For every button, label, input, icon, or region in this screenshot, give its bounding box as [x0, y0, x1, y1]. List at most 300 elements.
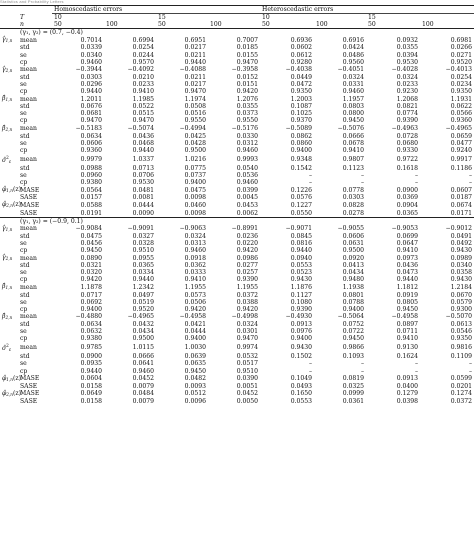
value-cell: 0.0553 [290, 397, 313, 405]
value-cell: 0.0158 [80, 397, 102, 405]
statistic-label: se [20, 328, 27, 336]
value-cell: 1.1878 [80, 283, 102, 291]
value-cell: 0.0473 [396, 269, 419, 277]
value-cell: 0.0599 [450, 375, 473, 383]
parameter-symbol [0, 389, 21, 398]
value-cell: – [414, 172, 419, 180]
value-cell: 0.0152 [236, 73, 259, 81]
value-cell: 0.0508 [184, 103, 206, 111]
value-cell: 0.0271 [450, 51, 473, 59]
value-cell: 0.0678 [342, 139, 365, 147]
parameter-symbol [0, 147, 18, 154]
value-cell: 0.0340 [80, 51, 102, 59]
value-cell: 0.0477 [450, 139, 473, 147]
value-cell: −0.5089 [285, 125, 313, 132]
value-cell: 0.0185 [236, 44, 259, 52]
value-cell: 0.0399 [236, 186, 259, 194]
parameter-symbol [0, 133, 18, 140]
value-cell: 0.0536 [236, 172, 259, 180]
value-cell: 0.0330 [236, 132, 259, 140]
value-cell: 0.0062 [236, 209, 259, 217]
value-cell: 0.0296 [80, 80, 102, 88]
value-cell: 0.0680 [396, 139, 419, 147]
value-cell: 0.0468 [132, 139, 154, 147]
value-cell: 0.0913 [396, 375, 419, 383]
n-value: 50 [54, 21, 62, 29]
estimator-subscript: 1,n [5, 285, 13, 291]
parameter-symbol [0, 233, 18, 240]
parameter-symbol [0, 374, 21, 383]
statistic-label: mean [20, 344, 37, 352]
value-cell: 0.0919 [396, 291, 419, 299]
table-row [0, 95, 474, 103]
value-cell: −0.4963 [391, 125, 419, 132]
value-cell: 0.0333 [184, 269, 206, 277]
value-cell: 0.0424 [342, 44, 365, 52]
value-cell: 1.0337 [132, 155, 154, 163]
table-row [0, 66, 474, 74]
value-cell: 1.1955 [184, 283, 206, 291]
value-cell: 0.0845 [290, 232, 313, 240]
value-cell: −0.5074 [127, 125, 154, 132]
value-cell: 0.0369 [396, 194, 419, 202]
value-cell: 0.9460 [236, 146, 259, 154]
value-cell: 0.0365 [132, 262, 154, 270]
value-cell: 0.9360 [450, 117, 473, 125]
value-cell: 0.0986 [236, 254, 259, 262]
parameter-symbol [0, 306, 18, 313]
value-cell: 0.0803 [342, 103, 365, 111]
value-cell: 1.1812 [396, 283, 419, 291]
n-value: 100 [422, 21, 434, 29]
statistic-label: cp [20, 117, 28, 125]
table-row [0, 233, 474, 240]
parameter-symbol [0, 74, 18, 81]
value-cell: −0.4088 [179, 66, 206, 74]
statistic-label: mean [20, 125, 37, 132]
value-cell: 0.0512 [184, 390, 206, 398]
value-cell: 0.0436 [396, 262, 419, 270]
value-cell: 0.0475 [80, 232, 102, 240]
value-cell: 0.0960 [80, 172, 102, 180]
parameter-symbol [0, 186, 21, 194]
value-cell: 0.9560 [342, 58, 365, 66]
value-cell: 0.0988 [80, 164, 102, 172]
value-cell: 0.0398 [396, 397, 419, 405]
blank-cell [0, 14, 18, 22]
estimator-subscript: 1,n [6, 188, 13, 194]
value-cell: 0.0752 [342, 320, 365, 328]
parameter-symbol [0, 172, 18, 179]
value-cell: 0.0321 [80, 262, 102, 270]
value-cell: 0.1025 [290, 110, 313, 118]
value-cell: 0.0564 [80, 186, 102, 194]
value-cell: 0.0201 [450, 382, 473, 390]
value-cell: 0.9350 [450, 335, 473, 343]
n-value: 50 [368, 21, 376, 29]
value-cell: 0.0151 [236, 80, 259, 88]
value-cell: 0.0819 [342, 375, 365, 383]
blank-cell [18, 6, 52, 14]
value-cell: 0.0631 [342, 239, 365, 247]
value-cell: −0.9055 [337, 225, 365, 233]
estimator-symbol: φ̂ [2, 186, 7, 194]
value-cell: 0.9380 [80, 179, 102, 187]
table-row [0, 52, 474, 59]
estimator-subscript: 2,n [5, 67, 13, 73]
estimator-symbol: β̂ [2, 312, 6, 320]
table-row [0, 194, 474, 201]
value-cell: 0.0506 [184, 298, 206, 306]
statistic-label: mean [20, 313, 37, 321]
statistic-label: std [20, 73, 30, 81]
parameter-symbol [0, 210, 18, 218]
value-cell: 0.0900 [80, 353, 102, 361]
value-cell: 0.6951 [184, 36, 206, 44]
estimator-symbol: σ̂ [2, 345, 7, 353]
value-cell: 0.0428 [184, 139, 206, 147]
value-cell: 0.0522 [132, 103, 154, 111]
value-cell: 0.9470 [184, 88, 206, 96]
value-cell: 0.0860 [290, 139, 313, 147]
value-cell: 0.0670 [450, 291, 473, 299]
estimator-subscript: 2,n [5, 314, 13, 320]
value-cell: 0.0187 [450, 194, 473, 202]
value-cell: 0.0098 [184, 194, 206, 202]
statistic-label: MASE [20, 201, 40, 209]
parameter-symbol [0, 328, 18, 335]
estimator-symbol: β̂ [2, 283, 6, 291]
table-row [0, 81, 474, 88]
value-cell: 0.0516 [184, 110, 206, 118]
value-cell: 0.0460 [184, 201, 206, 209]
value-cell: 0.9450 [396, 305, 419, 313]
estimator-subscript: 1,n [5, 38, 13, 44]
value-cell: 0.1049 [290, 375, 313, 383]
statistic-label: cp [20, 305, 28, 313]
value-cell: 0.0606 [342, 232, 365, 240]
value-cell: 0.9530 [132, 179, 154, 187]
value-cell: 0.6981 [450, 36, 473, 44]
value-cell: 0.0647 [396, 239, 419, 247]
value-cell: 0.0449 [290, 73, 313, 81]
parameter-symbol [0, 140, 18, 147]
statistic-label: std [20, 291, 30, 299]
table-row [0, 201, 474, 209]
table-row [0, 375, 474, 383]
value-cell: 0.9785 [80, 344, 102, 352]
value-cell: 0.0079 [132, 397, 154, 405]
estimator-symbol: σ̂ [2, 156, 7, 164]
value-cell: 0.0472 [290, 80, 313, 88]
value-cell: 0.0800 [342, 110, 365, 118]
value-cell: 0.0339 [80, 44, 102, 52]
value-cell: −0.9071 [285, 225, 313, 233]
value-cell: 0.0517 [236, 360, 259, 368]
value-cell: 0.1087 [290, 103, 313, 111]
value-cell: 0.0904 [396, 201, 419, 209]
value-cell: 0.0484 [132, 390, 154, 398]
value-cell: 0.9440 [80, 367, 102, 375]
value-cell: 0.1093 [342, 353, 365, 361]
estimator-subscript: 1,n [5, 97, 13, 103]
table-row [0, 283, 474, 291]
value-cell: −0.4958 [391, 313, 419, 321]
value-cell: 0.0388 [236, 298, 259, 306]
parameter-symbol [0, 81, 18, 88]
value-cell: 0.0220 [236, 239, 259, 247]
value-cell: 0.0728 [396, 132, 419, 140]
table-row [0, 383, 474, 390]
value-cell: 0.0372 [450, 397, 473, 405]
estimator-subscript: 2,n [6, 391, 13, 397]
statistic-label: std [20, 320, 30, 328]
value-cell: 0.9360 [80, 146, 102, 154]
value-cell: 0.0699 [396, 232, 419, 240]
value-cell: – [360, 360, 365, 368]
value-cell: 0.0973 [396, 254, 419, 262]
value-cell: 0.0361 [342, 397, 365, 405]
value-cell: −0.4038 [285, 66, 313, 74]
value-cell: −0.3958 [231, 66, 259, 74]
value-cell: 0.9300 [450, 305, 473, 313]
table-row [0, 14, 474, 22]
value-cell: 0.0935 [80, 360, 102, 368]
value-cell: 0.0373 [236, 110, 259, 118]
value-cell: 1.0216 [184, 155, 206, 163]
parameter-symbol [0, 117, 18, 124]
statistic-label: mean [20, 36, 37, 44]
value-cell: 0.0573 [184, 291, 206, 299]
table-row [0, 299, 474, 306]
value-cell: 0.0632 [80, 328, 102, 336]
value-cell: 0.0340 [450, 262, 473, 270]
value-cell: 0.0920 [342, 254, 365, 262]
statistic-label: cp [20, 335, 28, 343]
value-cell: – [360, 367, 365, 375]
value-cell: 0.0328 [132, 239, 154, 247]
value-cell: 0.9400 [184, 335, 206, 343]
value-cell: −0.4994 [179, 125, 206, 132]
value-cell: 0.0821 [396, 103, 419, 111]
value-cell: 0.0641 [132, 360, 154, 368]
statistic-label: cp [20, 58, 28, 66]
parameter-symbol [0, 269, 18, 276]
table-row [0, 179, 474, 186]
n-label: n [20, 21, 24, 29]
estimator-subscript: 2,n [6, 203, 13, 209]
value-cell: 0.0634 [80, 320, 102, 328]
table-row [0, 103, 474, 110]
value-cell: 0.9450 [80, 247, 102, 254]
value-cell: −0.5183 [75, 125, 102, 132]
statistic-label: se [20, 269, 27, 277]
value-cell: 0.0234 [450, 80, 473, 88]
value-cell: 0.7007 [236, 36, 259, 44]
table-row [0, 172, 474, 179]
value-cell: 0.0045 [236, 194, 259, 202]
value-cell: 0.9510 [132, 247, 154, 254]
value-cell: 0.9440 [290, 247, 313, 254]
parameter-symbol [0, 254, 18, 262]
value-cell: 1.1957 [342, 95, 365, 103]
value-cell: 0.0081 [132, 194, 154, 202]
value-cell: 0.0278 [342, 209, 365, 217]
value-cell: 0.6936 [290, 36, 313, 44]
value-cell: 0.9510 [236, 367, 259, 375]
table-row [0, 59, 474, 66]
value-cell: 0.0244 [132, 51, 154, 59]
value-cell: 0.0862 [290, 132, 313, 140]
T-value: 10 [54, 14, 62, 22]
statistic-label: SASE [20, 382, 38, 390]
value-cell: 0.0254 [132, 44, 154, 52]
T-value: 15 [368, 14, 376, 22]
parameter-symbol [0, 103, 18, 110]
value-cell: 0.9460 [236, 179, 259, 187]
value-cell: 1.0115 [132, 344, 154, 352]
table-row [0, 29, 474, 37]
value-cell: 0.0613 [450, 320, 473, 328]
value-cell: 0.9420 [184, 305, 206, 313]
value-cell: 0.0519 [132, 298, 154, 306]
value-cell: 0.0236 [236, 232, 259, 240]
value-cell: 0.9450 [342, 335, 365, 343]
value-cell: 0.9430 [290, 344, 313, 352]
value-cell: 0.9520 [450, 58, 473, 66]
value-cell: 0.1123 [342, 164, 365, 172]
table-row [0, 147, 474, 154]
value-cell: 0.0497 [132, 291, 154, 299]
estimator-symbol: γ̂ [2, 224, 6, 232]
value-cell: 0.0093 [184, 382, 206, 390]
value-cell: 0.0355 [396, 44, 419, 52]
value-cell: 0.9400 [342, 305, 365, 313]
value-cell: 0.0313 [184, 239, 206, 247]
parameter-symbol [0, 342, 18, 353]
parameter-symbol [0, 179, 18, 186]
value-cell: 0.9470 [236, 58, 259, 66]
value-cell: 0.0400 [396, 382, 419, 390]
statistic-label: mean [20, 95, 37, 103]
value-cell: 0.9400 [290, 146, 313, 154]
parameter-symbol [0, 52, 18, 59]
parameter-symbol [0, 154, 18, 165]
value-cell: 0.7014 [80, 36, 102, 44]
value-cell: 0.1227 [290, 201, 313, 209]
value-cell: 0.9420 [80, 276, 102, 284]
value-cell: 0.9470 [236, 335, 259, 343]
value-cell: – [468, 360, 473, 368]
value-cell: 0.0649 [80, 390, 102, 398]
value-cell: 0.9722 [396, 155, 419, 163]
estimator-argument: (z) [12, 389, 21, 397]
heteroscedastic-header: Heteroscedastic errors [260, 6, 474, 14]
value-cell: 0.0421 [184, 320, 206, 328]
value-cell: 0.0737 [184, 172, 206, 180]
value-cell: −0.9012 [445, 225, 473, 233]
value-cell: 1.2011 [80, 95, 102, 103]
value-cell: 0.9390 [290, 305, 313, 313]
value-cell: 0.0550 [290, 209, 313, 217]
value-cell: 0.0576 [290, 194, 313, 202]
table-row [0, 110, 474, 117]
table-row [0, 154, 474, 165]
value-cell: 0.1502 [290, 353, 313, 361]
value-cell: 0.9380 [80, 335, 102, 343]
value-cell: 0.0788 [342, 298, 365, 306]
value-cell: 0.0254 [450, 73, 473, 81]
value-cell: 0.0210 [132, 73, 154, 81]
value-cell: 0.0233 [132, 80, 154, 88]
table-row [0, 74, 474, 81]
table-row [0, 276, 474, 283]
estimator-subscript: ε [8, 347, 12, 353]
value-cell: 0.0098 [184, 209, 206, 217]
value-cell: 0.0325 [342, 382, 365, 390]
value-cell: 0.9130 [396, 344, 419, 352]
value-cell: 0.0158 [80, 382, 102, 390]
value-cell: 0.9440 [184, 58, 206, 66]
value-cell: 0.0327 [132, 232, 154, 240]
value-cell: 0.0635 [184, 360, 206, 368]
value-cell: 0.0674 [450, 201, 473, 209]
T-label: T [20, 13, 25, 21]
value-cell: 0.9500 [132, 335, 154, 343]
parameter-symbol [0, 66, 18, 74]
statistic-label: MASE [20, 390, 40, 398]
value-cell: 0.0355 [236, 103, 259, 111]
parameter-symbol [0, 125, 18, 133]
value-cell: 0.0324 [342, 73, 365, 81]
value-cell: 0.0676 [80, 103, 102, 111]
statistic-label: mean [20, 254, 37, 262]
value-cell: 0.0940 [290, 254, 313, 262]
value-cell: 0.9410 [396, 335, 419, 343]
value-cell: 0.0482 [184, 375, 206, 383]
value-cell: −0.4880 [75, 313, 102, 321]
statistic-label: std [20, 232, 30, 240]
value-cell: 0.9410 [184, 276, 206, 284]
parameter-symbol [0, 225, 18, 233]
value-cell: 0.0324 [396, 73, 419, 81]
table-row [0, 117, 474, 124]
value-cell: 0.9460 [184, 247, 206, 254]
value-cell: 0.0372 [236, 291, 259, 299]
value-cell: 0.0666 [132, 353, 154, 361]
value-cell: 0.0157 [80, 194, 102, 202]
value-cell: 0.0191 [80, 209, 102, 217]
value-cell: −0.4092 [127, 66, 154, 74]
value-cell: 0.9974 [236, 344, 259, 352]
value-cell: 0.0602 [290, 44, 313, 52]
value-cell: 0.0491 [450, 232, 473, 240]
parameter-symbol [0, 110, 18, 117]
parameter-symbol [0, 247, 18, 254]
table-row [0, 210, 474, 218]
value-cell: – [414, 360, 419, 368]
value-cell: – [308, 367, 313, 375]
value-cell: 0.0775 [184, 164, 206, 172]
value-cell: 0.9917 [450, 155, 473, 163]
value-cell: 0.0890 [80, 254, 102, 262]
value-cell: 0.9570 [132, 58, 154, 66]
table-row [0, 165, 474, 172]
parameter-symbol [0, 398, 18, 405]
value-cell: 0.0390 [236, 375, 259, 383]
value-cell: 0.9550 [184, 117, 206, 125]
estimator-symbol: β̂ [2, 95, 6, 103]
